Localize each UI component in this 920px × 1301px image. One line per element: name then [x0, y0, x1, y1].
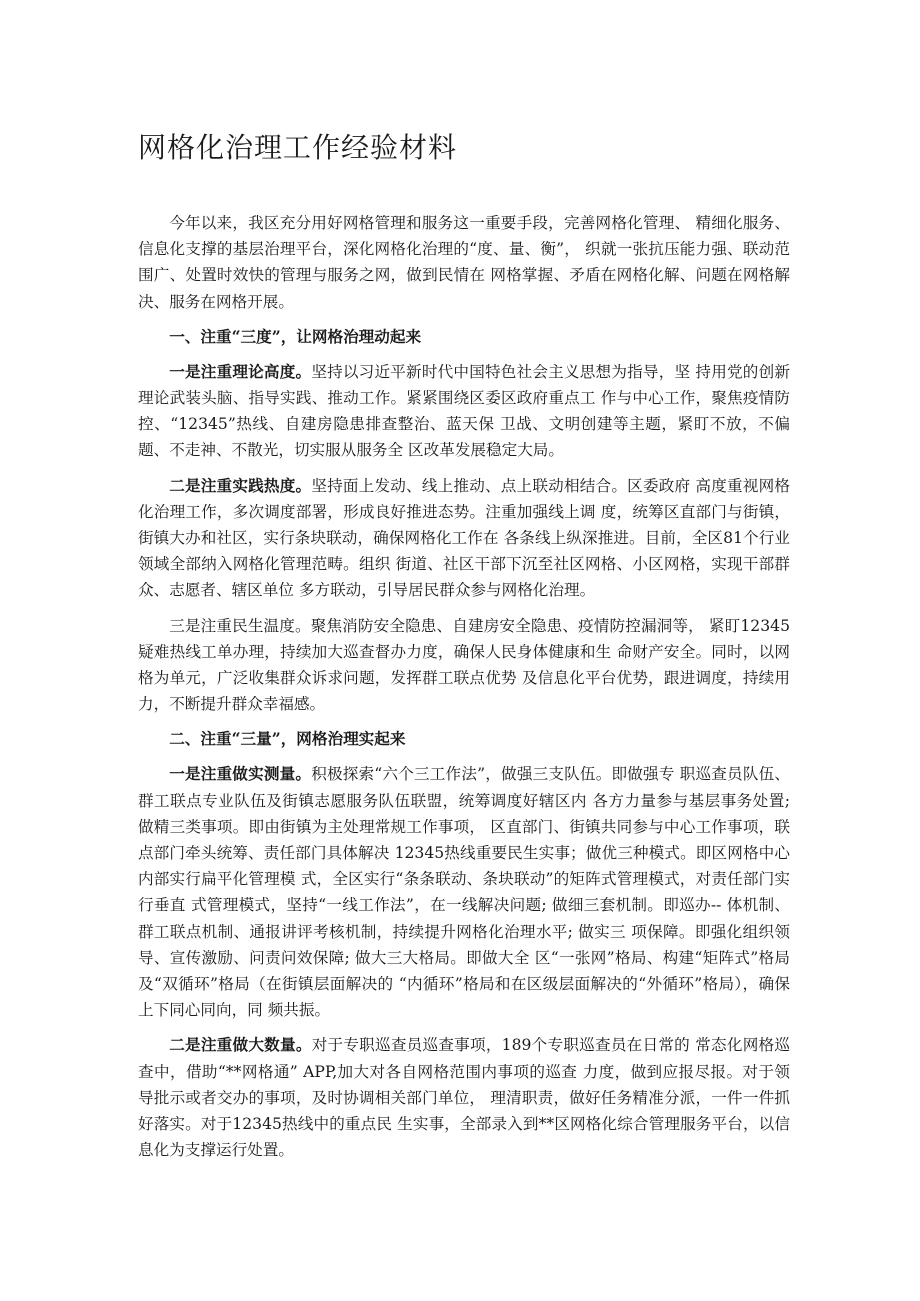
document-body: [138, 210, 790, 1173]
section-1-heading: 一、注重“三度”，让网格治理动起来: [169, 326, 422, 346]
section-1-paragraph-2-text: 坚持面上发动、线上推动、点上联动相结合。区委政府 高度重视网格化治理工作，多次调度部署，形成良好推进态势。注重加强线上调 度，统筹区直部门与街镇，街镇大办和社区，实行条块联动，确保网格化工作在 各条线上纵深推进。目前，全区81个行业领域全部纳入网格化管理范畴。组织 街道、社区干部下沉至社区网格、小区网格，实现干部群众、志愿者、辖区单位 多方联动，引导居民群众参与网格化治理。: [138, 476, 790, 600]
section-2-paragraph-1: [138, 761, 790, 1023]
section-2-paragraph-2-text: 对于专职巡查员巡查事项，189个专职巡查员在日常的 常态化网格巡查中，借助“**网格通” APP,加大对各自网格范围内事项的巡查 力度，做到应报尽报。对于领导批示或者交办的事项，及时协调相关部门单位， 理清职责，做好任务精准分派，一件一件抓好落实。对于12345热线中的重点民 生实事，全部录入到**区网格化综合管理服务平台，以信息化为支撑运行处置。: [138, 1036, 790, 1160]
section-1-paragraph-2-lead: 二是注重实践热度。: [169, 475, 312, 495]
document-title: 网格化治理工作经验材料: [138, 131, 458, 164]
section-2-paragraph-2-lead: 二是注重做大数量。: [169, 1035, 312, 1055]
section-2-paragraph-1-lead: 一是注重做实测量。: [169, 764, 312, 784]
section-1-paragraph-3: 三是注重民生温度。聚焦消防安全隐患、自建房安全隐患、疫情防控漏洞等， 紧盯12345疑难热线工单办理，持续加大巡查督办力度，确保人民身体健康和生 命财产安全。同时，以网格为单元，广泛收集群众诉求问题，发挥群工联点优势 及信息化平台优势，跟进调度，持续用力，不断提升群众幸福感。: [138, 616, 790, 714]
section-2-heading: 二、注重“三量”，网格治理实起来: [169, 729, 406, 749]
section-2-paragraph-2: [138, 1032, 790, 1163]
section-1-paragraph-1-lead: 一是注重理论高度。: [169, 361, 312, 381]
intro-paragraph: 今年以来，我区充分用好网格管理和服务这一重要手段，完善网格化管理、 精细化服务、信息化支撑的基层治理平台，深化网格化治理的“度、量、衡”， 织就一张抗压能力强、联动范围广、处置时效快的管理与服务之网，做到民情在 网格掌握、矛盾在网格化解、问题在网格解决、服务在网格开展。: [138, 214, 790, 311]
section-2-paragraph-1-text: 积极探索“六个三工作法”，做强三支队伍。即做强专 职巡查员队伍、群工联点专业队伍及街镇志愿服务队伍联盟，统筹调度好辖区内 各方力量参与基层事务处置; 做精三类事项。即由街镇为主处理常规工作事项， 区直部门、街镇共同参与中心工作事项，联点部门牵头统筹、责任部门具体解决 12345热线重要民生实事；做优三种模式。即区网格中心内部实行扁平化管理模 式，全区实行“条条联动、条块联动”的矩阵式管理模式，对责任部门实行垂直 式管理模式，坚持“一线工作法”，在一线解决问题; 做细三套机制。即巡办-- 体机制、群工联点机制、通报讲评考核机制，持续提升网格化治理水平; 做实三 项保障。即强化组织领导、宣传激励、问责问效保障; 做大三大格局。即做大全 区“一张网”格局、构建“矩阵式”格局及“双循环”格局（在街镇层面解决的 “内循环”格局和在区级层面解决的“外循环”格局），确保上下同心同向，同 频共振。: [138, 765, 790, 1020]
section-1-paragraph-1-text: 坚持以习近平新时代中国特色社会主义思想为指导，坚 持用党的创新理论武装头脑、指导实践、推动工作。紧紧围绕区委区政府重点工 作与中心工作，聚焦疫情防控、“12345”热线、自建房隐患排查整治、蓝天保 卫战、文明创建等主题，紧盯不放，不偏题、不走神、不散光，切实服从服务全 区改革发展稳定大局。: [138, 362, 790, 460]
section-1-paragraph-1: [138, 359, 790, 464]
section-1-paragraph-2: [138, 473, 790, 604]
